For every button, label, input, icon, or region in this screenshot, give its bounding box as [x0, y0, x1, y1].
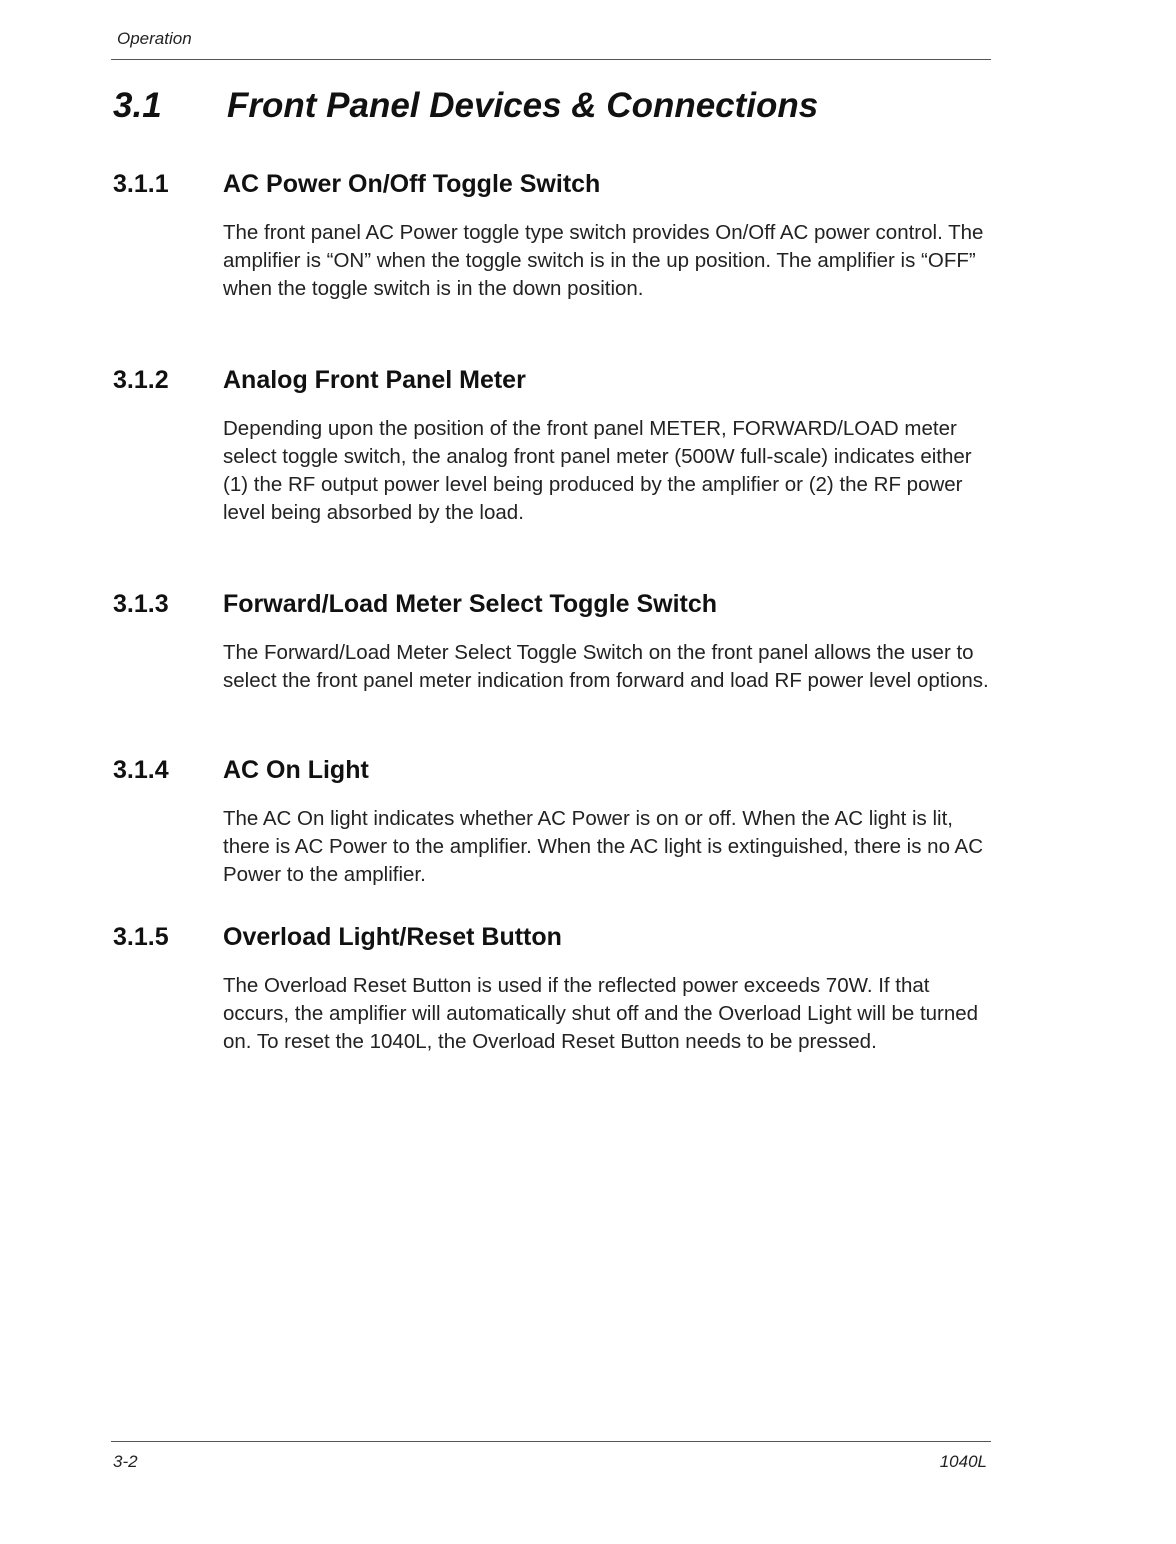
section-number: 3.1	[113, 86, 162, 125]
subsection-heading	[113, 923, 993, 957]
subsection-number: 3.1.5	[113, 923, 169, 951]
subsection-heading	[113, 170, 993, 204]
subsection-heading	[113, 590, 993, 624]
subsection-ac-on-light	[113, 756, 993, 889]
subsection-body: The Overload Reset Button is used if the reflected power exceeds 70W. If that occurs, the amplifier will automatically shut off and the Overload Light will be turned on. To reset the 1040L, the Overload Reset Button needs to be pressed.	[223, 974, 979, 1053]
subsection-analog-meter	[113, 366, 993, 527]
subsection-title: Analog Front Panel Meter	[223, 366, 526, 394]
subsection-title: Overload Light/Reset Button	[223, 923, 562, 951]
subsection-number: 3.1.2	[113, 366, 169, 394]
page-number: 3-2	[113, 1452, 138, 1471]
subsection-number: 3.1.3	[113, 590, 169, 618]
subsection-title: AC On Light	[223, 756, 369, 784]
footer-rule	[111, 1441, 991, 1442]
subsection-body: The Forward/Load Meter Select Toggle Switch on the front panel allows the user to select the front panel meter indication from forward and load RF power level options.	[223, 641, 989, 692]
subsection-body: The AC On light indicates whether AC Power is on or off. When the AC light is lit, there is AC Power to the amplifier. When the AC light is extinguished, there is no AC Power to the amplifier.	[223, 807, 984, 886]
subsection-meter-select-switch	[113, 590, 993, 695]
subsection-ac-power-switch	[113, 170, 993, 303]
subsection-number: 3.1.1	[113, 170, 169, 198]
subsection-title: Forward/Load Meter Select Toggle Switch	[223, 590, 718, 618]
subsection-body: Depending upon the position of the front panel METER, FORWARD/LOAD meter select toggle switch, the analog front panel meter (500W full-scale) indicates either (1) the RF output power level being produced by the amplifier or (2) the RF power level being absorbed by the load.	[223, 417, 972, 524]
subsection-title: AC Power On/Off Toggle Switch	[223, 170, 601, 198]
header-rule	[111, 59, 991, 60]
section-title: Front Panel Devices & Connections	[227, 86, 819, 125]
model-name: 1040L	[939, 1452, 987, 1471]
section-heading	[113, 86, 983, 132]
subsection-heading	[113, 756, 993, 790]
subsection-body: The front panel AC Power toggle type switch provides On/Off AC power control. The amplifier is “ON” when the toggle switch is in the up position. The amplifier is “OFF” when the toggle switch is in the down position.	[223, 221, 984, 300]
subsection-number: 3.1.4	[113, 756, 169, 784]
subsection-overload-reset	[113, 923, 993, 1056]
subsection-heading	[113, 366, 993, 400]
running-header: Operation	[117, 29, 192, 48]
